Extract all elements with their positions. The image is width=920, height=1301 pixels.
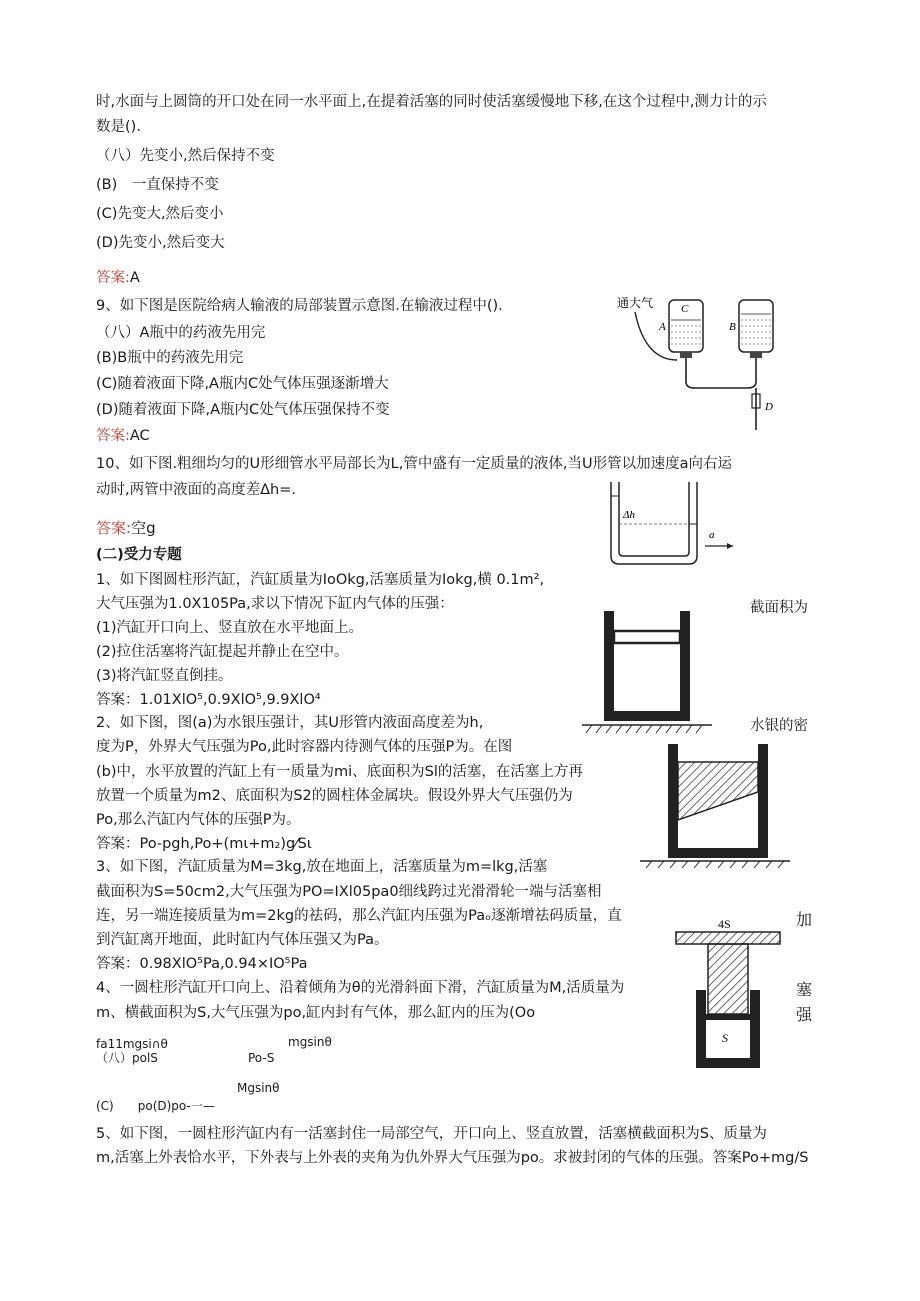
q10-line-1: 10、如下图.粗细均匀的U形细管水平局部长为L,管中盛有一定质量的液体,当U形管以加速度a向右运 xyxy=(96,456,732,472)
p2-line-4: 放置一个质量为m2、底面积为S2的圆柱体金属块。假设外界大气压强仍为 xyxy=(96,788,573,804)
fig-label-d: D xyxy=(765,401,773,413)
fig-label-atmosphere: 通大气 xyxy=(617,296,654,310)
q9-option-a: （八）A瓶中的药液先用完 xyxy=(96,325,266,341)
piston-stem xyxy=(708,944,748,1014)
p4-fragment-2: mgsinθ xyxy=(288,1035,332,1049)
bottle-a-stopper xyxy=(680,352,692,358)
fig-label-4s: 4S xyxy=(718,917,731,931)
p4-fragment-1: fa11mgsi∩θ xyxy=(96,1037,168,1051)
p2-right-1: 水银的密 xyxy=(750,718,808,734)
p5-line-1: 5、如下图，一圆柱形汽缸内有一活塞封住一局部空气，开口向上、竖直放置，活塞横截面积为S、质量为 xyxy=(96,1126,767,1142)
q8-answer: 答案:A xyxy=(96,270,140,286)
p4-option-c: (C) po(D)po-一— xyxy=(96,1099,215,1113)
slanted-piston xyxy=(678,762,758,820)
bottle-b xyxy=(739,300,773,352)
q8-option-c: (C)先变大,然后变小 xyxy=(96,206,224,222)
top-plate xyxy=(676,932,780,944)
q9-option-c: (C)随着液面下降,A瓶内C处气体压强逐渐增大 xyxy=(96,376,389,392)
q8-option-a: （八）先变小,然后保持不变 xyxy=(96,148,275,164)
fig-label-s: S xyxy=(722,1031,728,1045)
cylinder-figure-2 xyxy=(640,740,790,868)
p4-line-1: 4、一圆柱形汽缸开口向上、沿着倾角为θ的光滑斜面下滑，汽缸质量为M,活质量为 xyxy=(96,980,625,996)
acceleration-arrow-icon xyxy=(727,543,733,549)
vent-tube xyxy=(635,312,677,360)
q9-option-d: (D)随着液面下降,A瓶内C处气体压强保持不变 xyxy=(96,402,390,418)
bottle-b-stopper xyxy=(750,352,762,358)
p3-answer: 答案：0.98XlO⁵Pa,0.94×IO⁵Pa xyxy=(96,956,308,972)
p3-line-4: 到汽缸离开地面，此时缸内气体压强又为Pa。 xyxy=(96,932,389,948)
cylinder-figure-1 xyxy=(582,605,712,733)
fig-label-b: B xyxy=(729,321,736,333)
p4-option-b: Po-S xyxy=(248,1051,275,1065)
connecting-tube xyxy=(686,358,756,388)
p4-option-a: （八）polS xyxy=(96,1051,158,1065)
p4-fragment-3: Mgsinθ xyxy=(237,1081,280,1095)
q8-option-d: (D)先变小,然后变大 xyxy=(96,235,225,251)
p3-right-4: 强 xyxy=(796,1005,813,1024)
p2-line-1: 2、如下图，图(a)为水银压强计，其U形管内液面高度差为h, xyxy=(96,715,484,731)
p2-line-5: Po,那么汽缸内气体的压强P为。 xyxy=(96,812,301,828)
p5-line-2: m,活塞上外表恰水平，下外表与上外表的夹角为仇外界大气压强为po。求被封闭的气体的压强。答案Po+mg/S xyxy=(96,1150,809,1166)
p1-answer: 答案：1.01XlO⁵,0.9XlO⁵,9.9XlO⁴ xyxy=(96,692,321,708)
p1-right-1: 截面积为 xyxy=(750,600,808,616)
p2-line-3: (b)中，水平放置的汽缸上有一质量为mi、底面积为Sl的活塞，在活塞上方再 xyxy=(96,764,583,780)
p1-line-1: 1、如下图圆柱形汽缸，汽缸质量为IoOkg,活塞质量为Iokg,横 0.1m², xyxy=(96,572,545,588)
p3-line-3: 连，另一端连接质量为m=2kg的祛码，那么汽缸内压强为Paₒ逐渐增祛码质量，直 xyxy=(96,908,622,924)
intro-line-2: 数是(). xyxy=(96,119,141,135)
p3-line-1: 3、如下图，汽缸质量为M=3kg,放在地面上，活塞质量为m=lkg,活塞 xyxy=(96,859,548,875)
section-title: (二)受力专题 xyxy=(96,547,182,563)
p2-line-2: 度为P，外界大气压强为Po,此时容器内待测气体的压强P为。在图 xyxy=(96,739,513,755)
q9-option-b: (B)B瓶中的药液先用完 xyxy=(96,350,244,366)
q9-answer: 答案:AC xyxy=(96,428,150,444)
q10-line-2: 动时,两管中液面的高度差Δh=. xyxy=(96,482,296,498)
fig-label-a: a xyxy=(709,529,715,541)
u-tube-figure xyxy=(605,478,740,570)
p3-line-2: 截面积为S=50cm2,大气压强为PO=IXl05pa0细线跨过光滑滑轮一端与活塞相 xyxy=(96,884,602,900)
p3-right-1: 加 xyxy=(796,910,813,929)
p4-line-2: m、横截面积为S,大气压强为po,缸内封有气体，那么缸内的压为(Oo xyxy=(96,1005,536,1021)
fig-label-c: C xyxy=(681,303,689,315)
intro-line-1: 时,水面与上圆筒的开口处在同一水平面上,在提着活塞的同时使活塞缓慢地下移,在这个过程中,测力计的示 xyxy=(96,94,767,110)
iv-bottles-figure xyxy=(615,290,795,440)
p2-answer: 答案：Po-pgh,Po+(mι+m₂)g⁄Sι xyxy=(96,836,312,852)
fig-label-dh: Δh xyxy=(623,509,635,521)
fig-label-a: A xyxy=(659,321,666,333)
cylinder-figure-3 xyxy=(672,912,784,1072)
q8-option-b: (B) 一直保持不变 xyxy=(96,177,219,193)
piston xyxy=(614,631,680,643)
p1-line-3: (1)汽缸开口向上、竖直放在水平地面上。 xyxy=(96,620,364,636)
p1-line-2: 大气压强为1.0X105Pa,求以下情况下缸内气体的压强： xyxy=(96,596,454,612)
q10-answer: 答案:空g xyxy=(96,519,156,537)
p1-line-5: (3)将汽缸竖直倒挂。 xyxy=(96,668,233,684)
p3-right-3: 塞 xyxy=(796,980,813,999)
q9-stem: 9、如下图是医院给病人输液的局部装置示意图.在输液过程中(). xyxy=(96,298,503,314)
p1-line-4: (2)拉住活塞将汽缸提起并静止在空中。 xyxy=(96,644,349,660)
